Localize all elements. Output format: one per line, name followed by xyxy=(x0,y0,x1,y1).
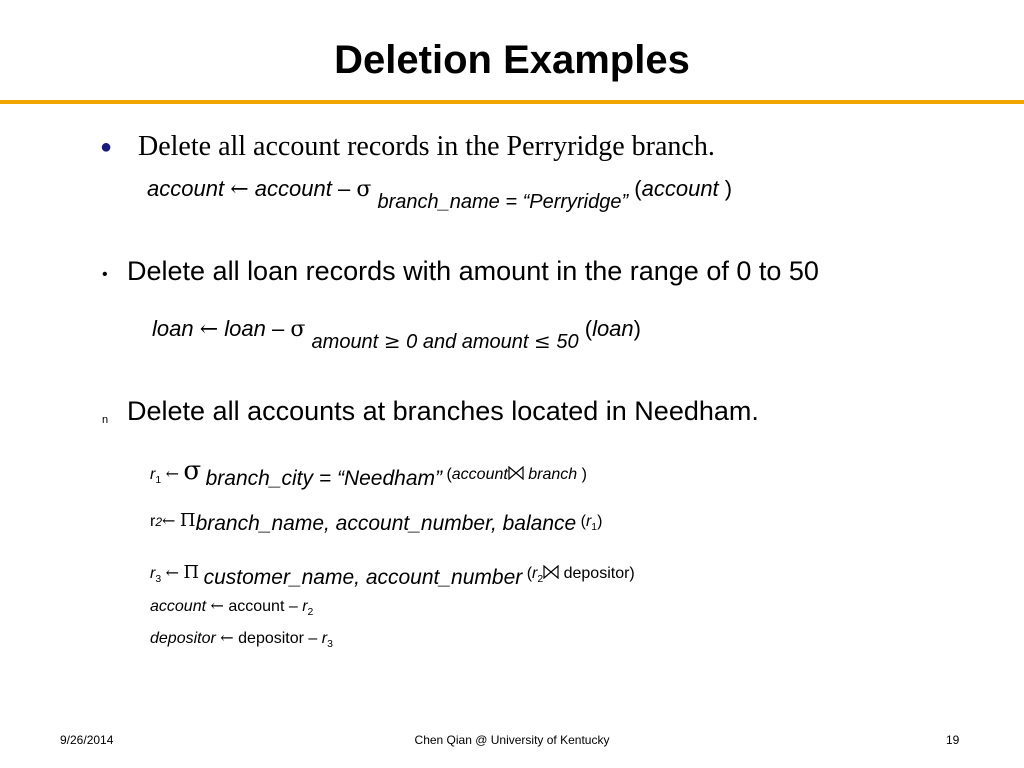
pred-part-a: amount xyxy=(311,331,379,353)
line5-lhs: depositor xyxy=(150,630,216,647)
formula-1 xyxy=(147,176,733,213)
footer-date: 9/26/2014 xyxy=(60,733,114,747)
pred-part-b: 0 and amount xyxy=(406,331,529,353)
formula-1-open: ( xyxy=(634,176,642,201)
formula-2-minus: – xyxy=(272,316,285,341)
formula-1-predicate: branch_name = “Perryridge” xyxy=(377,191,629,213)
r2-var: r xyxy=(150,513,156,530)
footer-page-number: 19 xyxy=(946,733,960,747)
bullet-text-3: Delete all accounts at branches located in Needham. xyxy=(127,396,759,426)
ge-icon: ≥ xyxy=(383,329,401,353)
formula-2 xyxy=(152,316,641,353)
bullet-text-1: Delete all account records in the Perryridge branch. xyxy=(138,131,715,162)
line4-index: 2 xyxy=(307,606,314,618)
line5-index: 3 xyxy=(327,638,333,650)
r2-index: 2 xyxy=(155,515,163,529)
r3-var: r xyxy=(150,565,156,582)
arrow-icon: ← xyxy=(165,563,179,582)
pi-icon: Π xyxy=(183,562,200,583)
r3-index: 3 xyxy=(155,573,162,585)
formula-depositor-update xyxy=(150,628,333,648)
r1-predicate: branch_city = “Needham” xyxy=(205,467,442,490)
r2-open: ( xyxy=(580,513,586,530)
formula-2-predicate xyxy=(312,331,579,353)
r3-right-rel: depositor) xyxy=(563,565,635,582)
r1-left-rel: account xyxy=(451,466,508,483)
bullet-n-icon: n xyxy=(102,414,109,426)
formula-2-lhs: loan xyxy=(152,316,194,341)
bullet-circle-icon: ● xyxy=(100,136,113,158)
arrow-icon: ← xyxy=(199,317,219,342)
title-divider xyxy=(0,100,1024,104)
natural-join-icon xyxy=(508,466,524,480)
formula-1-arg: account xyxy=(641,176,719,201)
line4-text: account – xyxy=(228,598,298,615)
r3-arg-index: 2 xyxy=(537,573,544,585)
arrow-icon: ← xyxy=(162,511,176,530)
formula-r3 xyxy=(150,560,635,589)
arrow-icon: ← xyxy=(230,177,249,202)
formula-1-minus: – xyxy=(337,176,351,201)
formula-1-lhs: account xyxy=(147,176,225,201)
formula-2-arg: loan xyxy=(592,316,634,341)
r1-index: 1 xyxy=(155,474,162,486)
r1-right-rel: branch xyxy=(528,466,578,483)
formula-r1 xyxy=(150,456,587,490)
r1-var: r xyxy=(150,466,156,483)
formula-1-rel: account xyxy=(254,176,332,201)
formula-2-close: ) xyxy=(633,316,641,341)
slide-title: Deletion Examples xyxy=(334,38,690,82)
line5-text: depositor – xyxy=(238,630,318,647)
arrow-icon: ← xyxy=(210,596,224,615)
formula-2-rel: loan xyxy=(224,316,266,341)
r3-arg-var: r xyxy=(532,565,538,582)
pred-part-c: 50 xyxy=(556,331,579,353)
sigma-icon: σ xyxy=(290,317,306,342)
r2-arg-var: r xyxy=(585,513,592,530)
r3-attributes: customer_name, account_number xyxy=(203,566,523,589)
arrow-icon: ← xyxy=(165,464,179,483)
r2-attributes: branch_name, account_number, balance xyxy=(195,512,577,535)
bullet-text-2: Delete all loan records with amount in the range of 0 to 50 xyxy=(127,256,819,286)
r2-close: ) xyxy=(597,513,603,530)
sigma-icon: σ xyxy=(183,456,202,486)
pi-icon: Π xyxy=(179,510,196,531)
formula-2-open: ( xyxy=(584,316,593,341)
bullet-dot-icon: • xyxy=(102,266,108,283)
r3-open: ( xyxy=(526,565,533,582)
sigma-icon: σ xyxy=(356,177,372,202)
r1-open: ( xyxy=(446,466,452,483)
formula-r2 xyxy=(150,508,603,535)
line5-var: r xyxy=(321,630,328,647)
natural-join-icon xyxy=(543,565,559,579)
arrow-icon: ← xyxy=(220,628,234,647)
line4-var: r xyxy=(302,598,308,615)
r1-close: ) xyxy=(581,466,587,483)
footer-author: Chen Qian @ University of Kentucky xyxy=(414,733,610,747)
line4-lhs: account xyxy=(150,598,207,615)
formula-account-update xyxy=(150,596,313,616)
le-icon: ≤ xyxy=(534,329,551,353)
formula-1-close: ) xyxy=(724,176,733,201)
r2-arg-index: 1 xyxy=(591,521,598,533)
